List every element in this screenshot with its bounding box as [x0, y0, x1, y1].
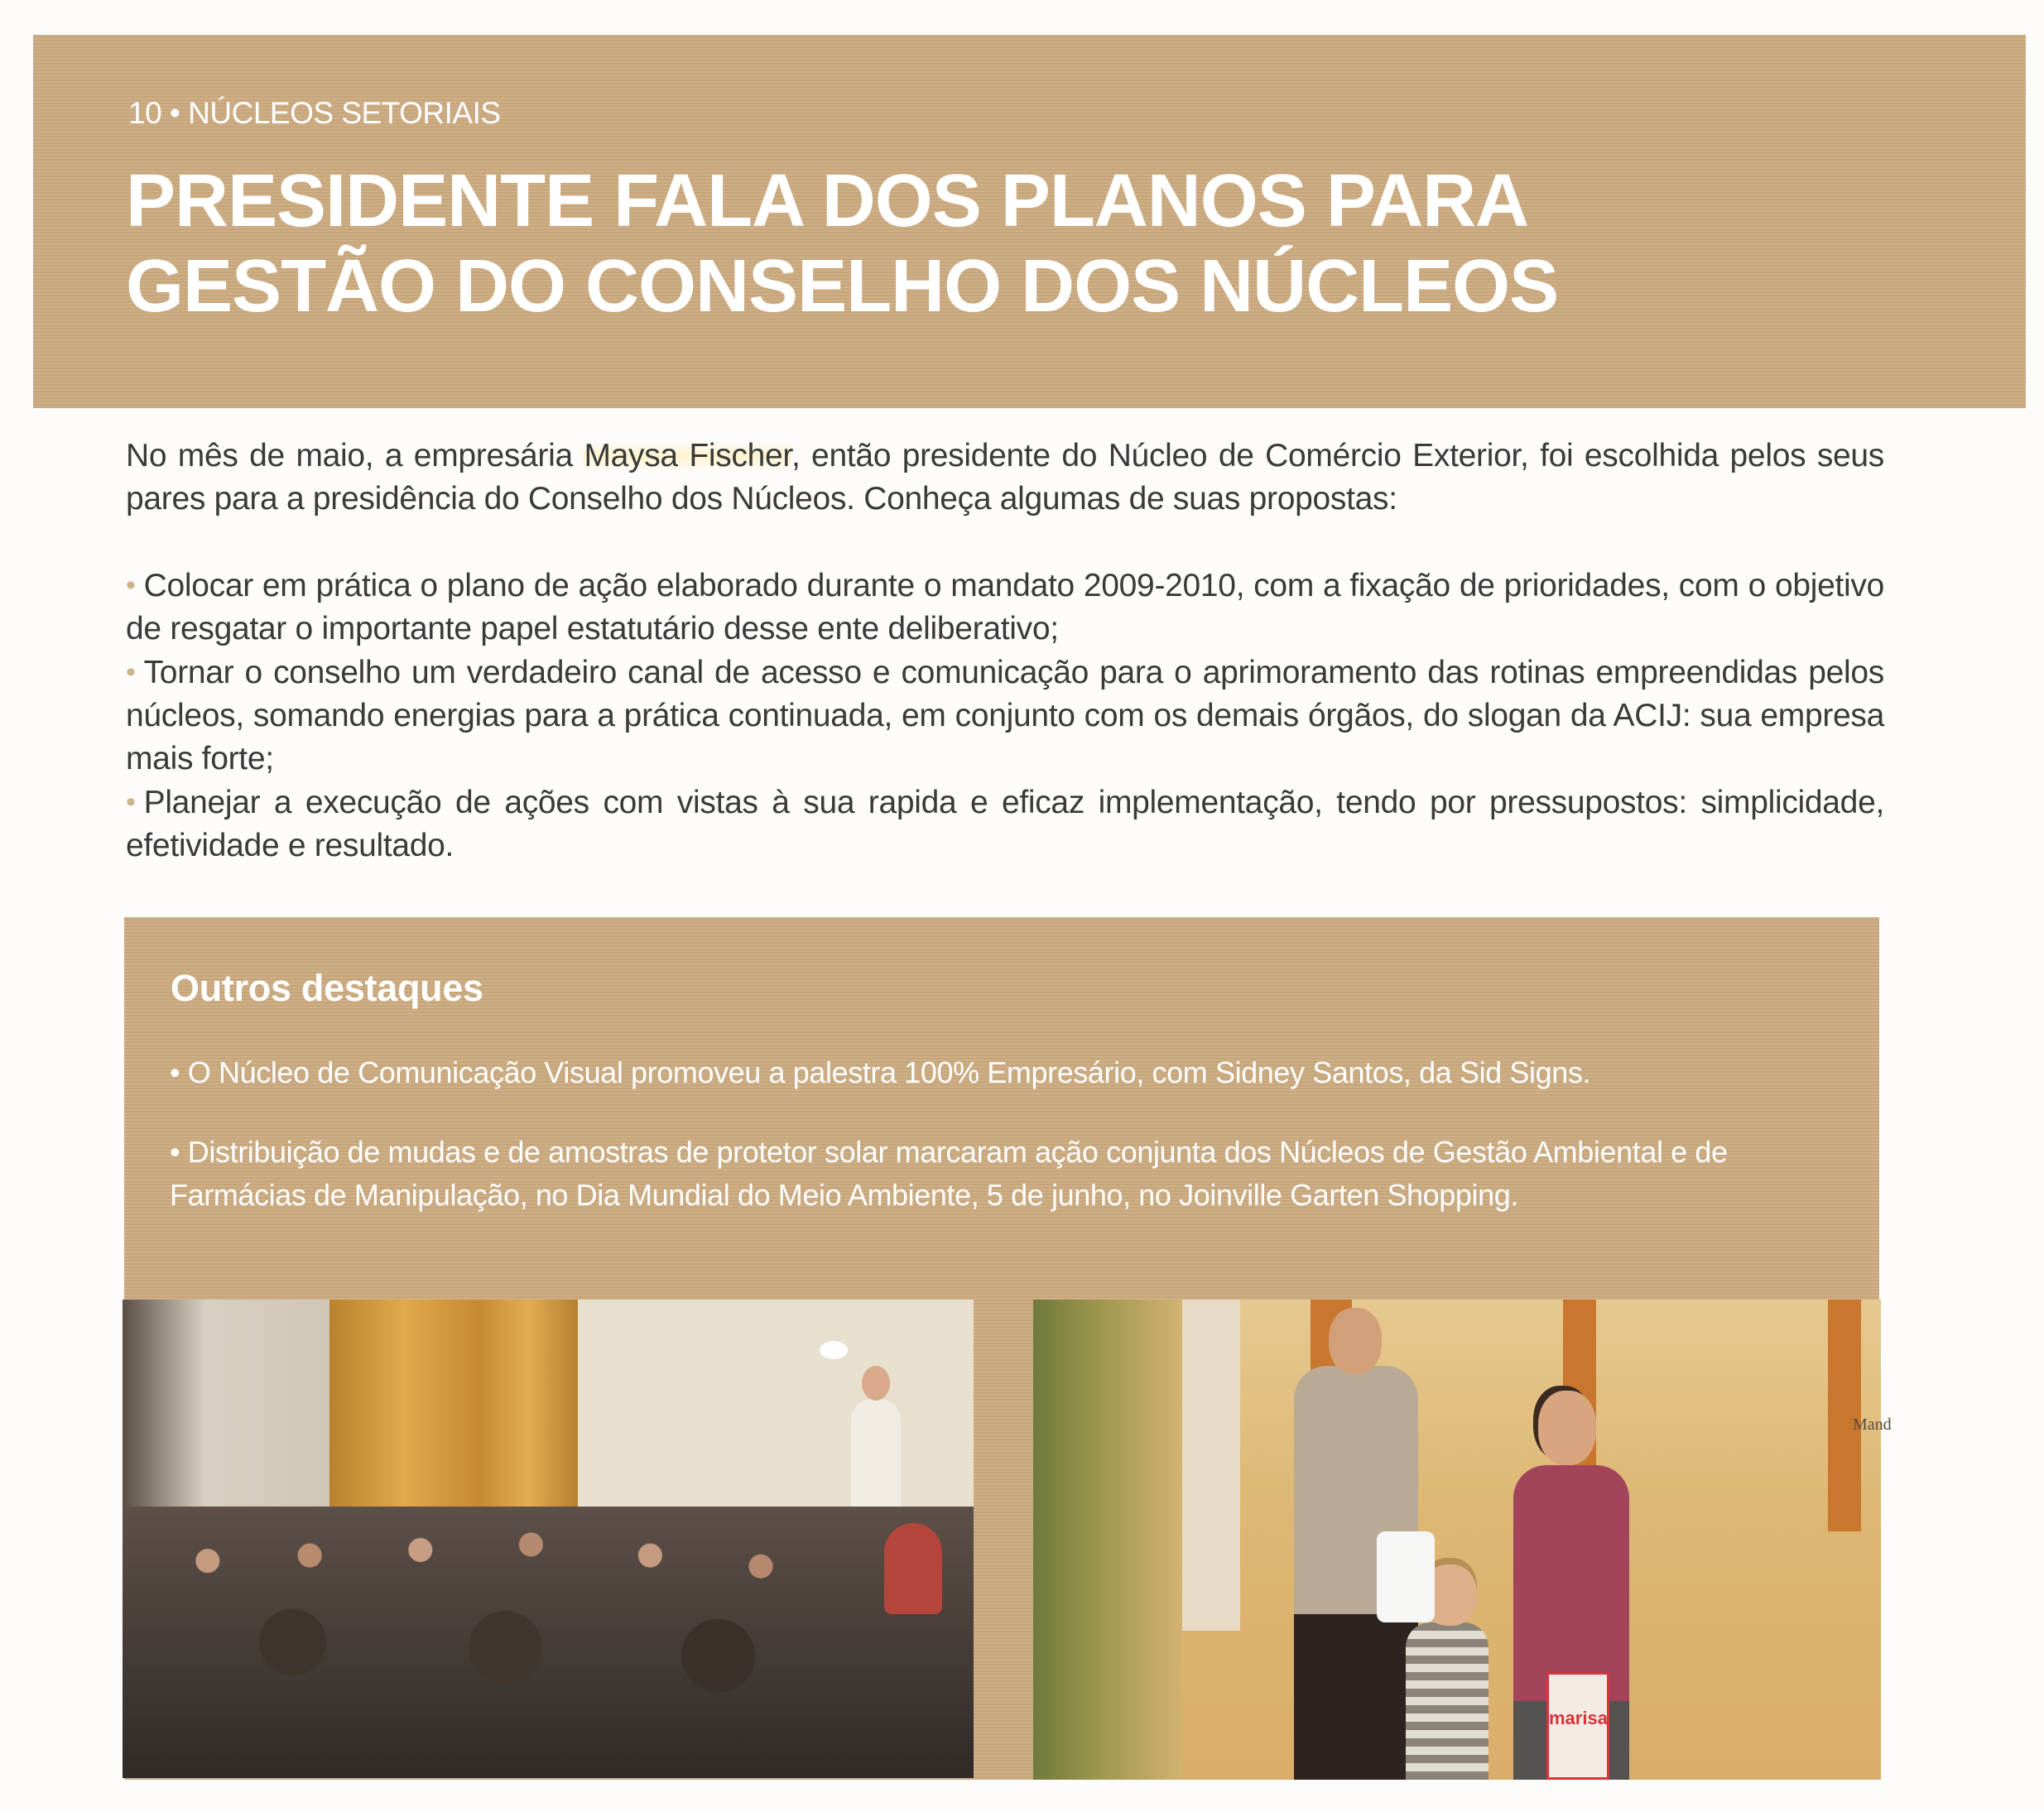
title-line-1: PRESIDENTE FALA DOS PLANOS PARA — [126, 160, 1529, 243]
header-band — [33, 35, 2026, 408]
man-head — [1329, 1308, 1382, 1374]
bullet-icon: • — [126, 786, 136, 818]
spinning-plate — [820, 1341, 848, 1359]
proposal-text: Planejar a execução de ações com vistas à sua rapida e eficaz implementação, tendo por pressupostos: simplicidade, efetividade e resultado. — [126, 785, 1884, 863]
column — [1182, 1300, 1240, 1631]
intro-text-start: No mês de maio, a empresária — [126, 438, 584, 473]
store-sign: Mand — [1853, 1415, 1892, 1434]
article-body — [126, 435, 1884, 868]
shopping-bag: marisa — [1546, 1672, 1609, 1780]
red-hair-attendee — [884, 1523, 942, 1614]
proposal-text: Tornar o conselho um verdadeiro canal de acesso e comunicação para o aprimoramento das rotinas empreendidas pelos núcleos, somando energias para a prática continuada, em conjunto com os demais órgãos, do slogan da ACIJ: sua empresa mais forte; — [126, 655, 1884, 776]
intro-text-end: , então presidente do Núcleo de Comércio Exterior, foi escolhida pelos seus pares para a presidência do Conselho dos Núcleos. Conheça algumas de suas propostas: — [126, 438, 1885, 517]
bullet-icon: • — [126, 656, 136, 688]
highlight-item: • Distribuição de mudas e de amostras de protetor solar marcaram ação conjunta dos Núcleos de Gestão Ambiental e de Farmácias de Manipulação, no Dia Mundial do Meio Ambiente, 5 de junho, no Joinville Garten Shopping. — [170, 1135, 1728, 1212]
photo-lecture-audience — [123, 1300, 974, 1778]
photo-mall-event — [1033, 1300, 1892, 1780]
proposal-item — [126, 564, 1884, 651]
audience-rows — [123, 1507, 974, 1778]
title-line-2: GESTÃO DO CONSELHO DOS NÚCLEOS — [126, 245, 1559, 328]
child-figure — [1406, 1622, 1489, 1780]
highlight-item: • O Núcleo de Comunicação Visual promoveu a palestra 100% Empresário, com Sidney Santos, da Sid Signs. — [170, 1055, 1591, 1089]
section-label: 10 • NÚCLEOS SETORIAIS — [128, 96, 501, 130]
woman-head — [1538, 1391, 1596, 1465]
plants — [1033, 1300, 1182, 1780]
speaker-head — [862, 1366, 890, 1401]
highlighted-name: Maysa Fischer — [584, 438, 791, 473]
highlights-title: Outros destaques — [171, 967, 483, 1009]
page-title — [126, 159, 1558, 329]
intro-paragraph — [126, 435, 1884, 521]
bullet-icon: • — [126, 570, 136, 601]
proposal-text: Colocar em prática o plano de ação elaborado durante o mandato 2009-2010, com a fixação de prioridades, com o objetivo de resgatar o importante papel estatutário desse ente deliberativo; — [126, 568, 1884, 646]
highlights-list — [170, 1051, 1834, 1253]
left-wall — [123, 1300, 329, 1515]
white-gift-bag — [1377, 1531, 1435, 1622]
proposal-item — [126, 781, 1884, 868]
wood-panel-wall — [329, 1300, 578, 1523]
proposal-item — [126, 651, 1884, 781]
